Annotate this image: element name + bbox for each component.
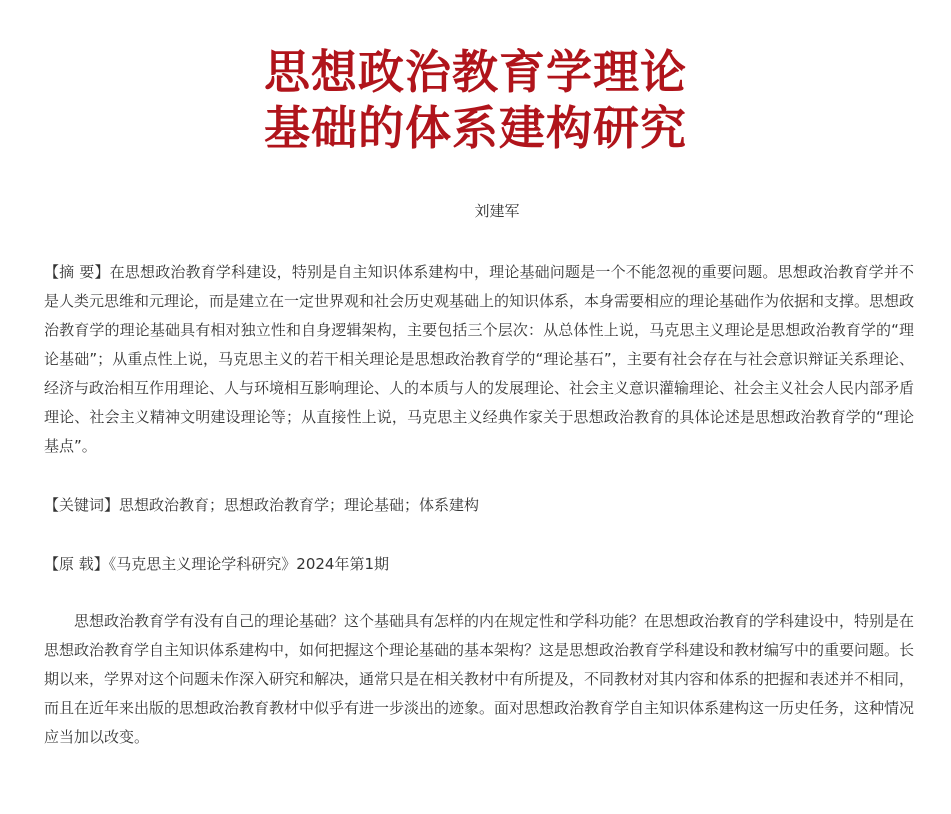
keywords-paragraph — [44, 491, 914, 520]
author-name: 刘建军 — [474, 202, 520, 220]
source-label: 【原 载】 — [44, 555, 109, 573]
article-title — [0, 44, 951, 156]
keywords-text: 思想政治教育；思想政治教育学；理论基础；体系建构 — [119, 496, 480, 514]
title-line-1: 思想政治教育学理论 — [264, 45, 687, 99]
title-line-2: 基础的体系建构研究 — [264, 101, 687, 155]
source-paragraph — [44, 550, 914, 579]
abstract-paragraph — [44, 258, 914, 461]
keywords-label: 【关键词】 — [44, 496, 120, 514]
source-text: 《马克思主义理论学科研究》2024年第1期 — [108, 555, 390, 573]
abstract-text: 在思想政治教育学科建设，特别是自主知识体系建构中，理论基础问题是一个不能忽视的重要问题。思想政治教育学并不是人类元思维和元理论，而是建立在一定世界观和社会历史观基础上的知识体系，本身需要相应的理论基础作为依据和支撑。思想政治教育学的理论基础具有相对独立性和自身逻辑架构，主要包括三个层次：从总体性上说，马克思主义理论是思想政治教育学的“理论基础”；从重点性上说，马克思主义的若干相关理论是思想政治教育学的“理论基石”，主要有社会存在与社会意识辩证关系理论、经济与政治相互作用理论、人与环境相互影响理论、人的本质与人的发展理论、社会主义意识灌输理论、社会主义社会人民内部矛盾理论、社会主义精神文明建设理论等；从直接性上说，马克思主义经典作家关于思想政治教育的具体论述是思想政治教育学的“理论基点”。 — [44, 263, 915, 455]
body-paragraph: 思想政治教育学有没有自己的理论基础？这个基础具有怎样的内在规定性和学科功能？在思想政治教育的学科建设中，特别是在思想政治教育学自主知识体系建构中，如何把握这个理论基础的基本架构？这是思想政治教育学科建设和教材编写中的重要问题。长期以来，学界对这个问题未作深入研究和解决，通常只是在相关教材中有所提及，不同教材对其内容和体系的把握和表述并不相同，而且在近年来出版的思想政治教育教材中似乎有进一步淡出的迹象。面对思想政治教育学自主知识体系建构这一历史任务，这种情况应当加以改变。 — [44, 612, 915, 746]
article-content — [44, 258, 914, 752]
abstract-label: 【摘 要】 — [44, 263, 110, 281]
